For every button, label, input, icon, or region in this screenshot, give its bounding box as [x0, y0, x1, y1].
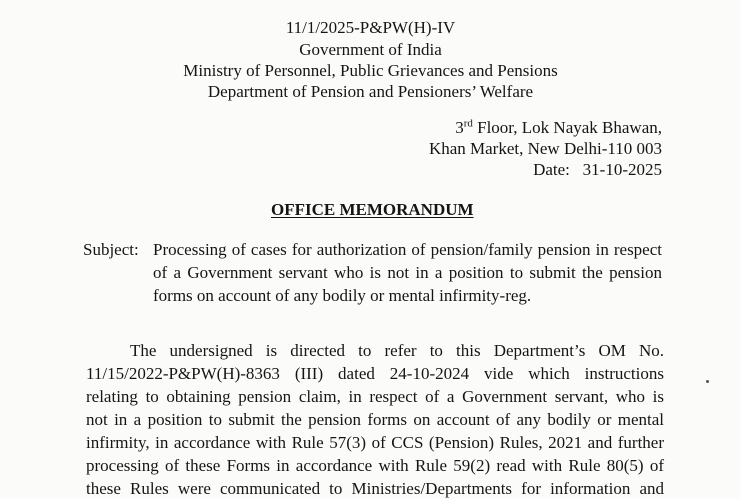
floor-ordinal: rd [463, 117, 473, 130]
body-line-4: not in a position to submit the pension forms on account of any bodily or mental [86, 410, 664, 429]
government-name: Government of India [299, 40, 442, 59]
body-line-7: these Rules were communicated to Ministries/Departments for information and [86, 479, 664, 498]
date-label: Date: [533, 160, 570, 179]
body-line-1: The undersigned is directed to refer to this Department’s OM No. [130, 341, 664, 360]
subject-line-3: forms on account of any bodily or mental infirmity-reg. [153, 286, 532, 305]
body-line-5: infirmity, in accordance with Rule 57(3) of CCS (Pension) Rules, 2021 and further [86, 433, 664, 452]
subject-line-1: Processing of cases for authorization of pension/family pension in respect [153, 240, 662, 259]
body-line-2: 11/15/2022-P&PW(H)-8363 (III) dated 24-10-2024 vide which instructions [86, 364, 664, 383]
body-line-3: relating to obtaining pension claim, in respect of a Government servant, who is [86, 387, 664, 406]
file-number: 11/1/2025-P&PW(H)-IV [285, 18, 456, 37]
department-name: Department of Pension and Pensioners’ Welfare [207, 82, 534, 101]
scan-speck [706, 380, 709, 383]
floor-building: Floor, Lok Nayak Bhawan, [472, 118, 662, 137]
date-line [533, 160, 662, 180]
ministry-name: Ministry of Personnel, Public Grievances and Pensions [183, 61, 558, 80]
subject-line-2: of a Government servant who is not in a position to submit the pension [153, 263, 662, 282]
memo-title: OFFICE MEMORANDUM [271, 200, 474, 219]
address-line-1 [455, 118, 662, 138]
body-line-6: processing of these Forms in accordance with Rule 59(2) read with Rule 80(5) of [86, 456, 664, 475]
floor-number: 3 [455, 118, 464, 137]
subject-label: Subject: [83, 240, 139, 259]
address-line-2: Khan Market, New Delhi-110 003 [428, 139, 662, 158]
date-value: 31-10-2025 [582, 160, 662, 179]
